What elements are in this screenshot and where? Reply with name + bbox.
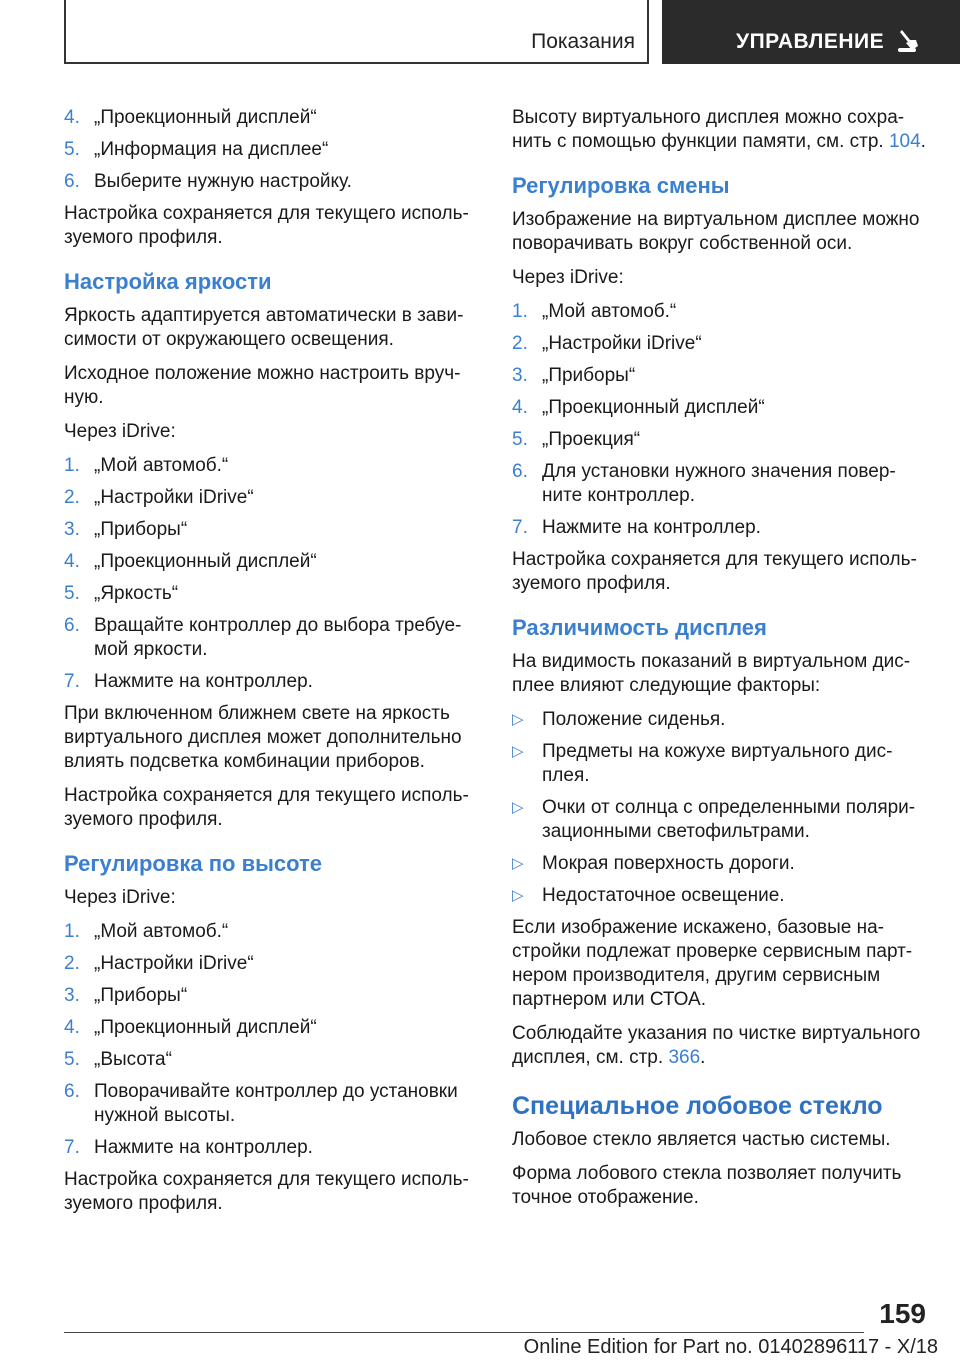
- paragraph: Настройка сохраняется для текущего исполь-зуемого профиля.: [64, 203, 469, 248]
- list-item: [512, 460, 928, 508]
- step-text: Для установки нужного значения повер-ните контроллер.: [542, 461, 896, 506]
- brightness-steps: [64, 454, 474, 694]
- header-section-tab: [64, 0, 649, 64]
- height-steps: [64, 920, 474, 1160]
- step-text: „Яркость“: [94, 583, 179, 604]
- step-number: 6.: [512, 461, 528, 482]
- text: .: [920, 131, 926, 152]
- step-text: „Проекционный дисплей“: [94, 551, 317, 572]
- factor-text: Мокрая поверхность дороги.: [542, 853, 795, 874]
- paragraph: Через iDrive:: [64, 887, 176, 908]
- step-number: 7.: [512, 517, 528, 538]
- list-item: [512, 884, 928, 908]
- paragraph: Если изображение искажено, базовые на-стройки подлежат проверке сервисным парт-нером производителя, другим сервисным партнером или СТОА.: [512, 917, 913, 1010]
- step-number: 5.: [64, 1049, 80, 1070]
- step-text: „Высота“: [94, 1049, 172, 1070]
- paragraph: Через iDrive:: [64, 421, 176, 442]
- step-number: 3.: [64, 519, 80, 540]
- rotation-steps: [512, 300, 928, 540]
- list-item: [64, 550, 474, 574]
- list-item: [64, 952, 474, 976]
- step-text: „Проекционный дисплей“: [94, 1017, 317, 1038]
- chapter-title: УПРАВЛЕНИЕ: [736, 30, 885, 53]
- step-number: 7.: [64, 1137, 80, 1158]
- step-text: „Информация на дисплее“: [94, 139, 329, 160]
- list-item: [512, 708, 928, 732]
- list-item: [512, 300, 928, 324]
- list-item: [64, 518, 474, 542]
- paragraph: Настройка сохраняется для текущего исполь-зуемого профиля.: [512, 549, 917, 594]
- paragraph: Исходное положение можно настроить вруч-ную.: [64, 363, 461, 408]
- page-ref-link[interactable]: 104: [888, 131, 921, 152]
- step-text: „Настройки iDrive“: [94, 953, 254, 974]
- heading-visibility: Различимость дисплея: [512, 615, 767, 640]
- step-text: „Мой автомоб.“: [94, 921, 229, 942]
- paragraph: Настройка сохраняется для текущего исполь-зуемого профиля.: [64, 1169, 469, 1214]
- paragraph: При включенном ближнем свете на яркость виртуального дисплея может дополнительно влиять подсветка комбинации приборов.: [64, 703, 462, 772]
- step-number: 3.: [64, 985, 80, 1006]
- paragraph: На видимость показаний в виртуальном дис-плее влияют следующие факторы:: [512, 651, 911, 696]
- list-item: [64, 1048, 474, 1072]
- step-number: 1.: [512, 301, 528, 322]
- list-item: [512, 332, 928, 356]
- step-text: Выберите нужную настройку.: [94, 171, 352, 192]
- paragraph-memory: [512, 106, 928, 154]
- list-item: [64, 1136, 474, 1160]
- list-item: [512, 796, 928, 844]
- step-number: 5.: [64, 583, 80, 604]
- right-column: [512, 106, 928, 1220]
- triangle-bullet-icon: ▷: [512, 711, 524, 728]
- step-text: „Мой автомоб.“: [542, 301, 677, 322]
- step-number: 1.: [64, 455, 80, 476]
- list-item: [64, 454, 474, 478]
- list-item: [64, 486, 474, 510]
- heading-rotation: Регулировка смены: [512, 173, 730, 198]
- hand-pointer-icon: [894, 28, 922, 56]
- heading-windshield: Специальное лобовое стекло: [512, 1092, 883, 1120]
- step-number: 4.: [64, 1017, 80, 1038]
- top-list: [64, 106, 474, 194]
- step-number: 3.: [512, 365, 528, 386]
- list-item: [512, 516, 928, 540]
- list-item: [64, 138, 474, 162]
- step-text: Нажмите на контроллер.: [94, 671, 313, 692]
- step-number: 1.: [64, 921, 80, 942]
- triangle-bullet-icon: ▷: [512, 855, 524, 872]
- paragraph: Настройка сохраняется для текущего исполь-зуемого профиля.: [64, 785, 469, 830]
- step-number: 4.: [64, 107, 80, 128]
- text: Высоту виртуального дисплея можно сохра-нить с помощью функции памяти, см. стр.: [512, 107, 905, 152]
- list-item: [64, 614, 474, 662]
- step-number: 2.: [64, 487, 80, 508]
- step-number: 5.: [64, 139, 80, 160]
- factor-text: Недостаточное освещение.: [542, 885, 785, 906]
- step-number: 4.: [64, 551, 80, 572]
- step-text: „Проекция“: [542, 429, 641, 450]
- step-text: Нажмите на контроллер.: [542, 517, 761, 538]
- list-item: [64, 106, 474, 130]
- list-item: [64, 1080, 474, 1128]
- step-text: Нажмите на контроллер.: [94, 1137, 313, 1158]
- step-number: 7.: [64, 671, 80, 692]
- left-column: [64, 106, 474, 1226]
- visibility-factors: [512, 708, 928, 908]
- step-number: 2.: [64, 953, 80, 974]
- heading-brightness: Настройка яркости: [64, 269, 272, 294]
- step-text: „Настройки iDrive“: [542, 333, 702, 354]
- step-text: „Мой автомоб.“: [94, 455, 229, 476]
- step-number: 4.: [512, 397, 528, 418]
- list-item: [64, 920, 474, 944]
- step-text: „Приборы“: [542, 365, 636, 386]
- footer-divider: [64, 1332, 864, 1333]
- factor-text: Положение сиденья.: [542, 709, 726, 730]
- paragraph: Изображение на виртуальном дисплее можно поворачивать вокруг собственной оси.: [512, 209, 920, 254]
- text: Соблюдайте указания по чистке виртуального дисплея, см. стр.: [512, 1023, 921, 1068]
- step-text: „Приборы“: [94, 985, 188, 1006]
- factor-text: Очки от солнца с определенными поляри-зационными светофильтрами.: [542, 797, 916, 842]
- paragraph-cleaning: [512, 1022, 928, 1070]
- step-text: „Настройки iDrive“: [94, 487, 254, 508]
- step-number: 6.: [64, 1081, 80, 1102]
- list-item: [64, 1016, 474, 1040]
- list-item: [64, 984, 474, 1008]
- list-item: [512, 364, 928, 388]
- footer-edition: Online Edition for Part no. 01402896117 - X/18: [523, 1336, 938, 1358]
- page-ref-link[interactable]: 366: [668, 1047, 701, 1068]
- list-item: [512, 740, 928, 788]
- triangle-bullet-icon: ▷: [512, 887, 524, 904]
- list-item: [64, 170, 474, 194]
- list-item: [512, 852, 928, 876]
- step-text: Вращайте контроллер до выбора требуе-мой яркости.: [94, 615, 462, 660]
- triangle-bullet-icon: ▷: [512, 799, 524, 816]
- paragraph: Форма лобового стекла позволяет получить точное отображение.: [512, 1163, 902, 1208]
- list-item: [512, 428, 928, 452]
- factor-text: Предметы на кожухе виртуального дис-плея.: [542, 741, 893, 786]
- step-text: „Проекционный дисплей“: [542, 397, 765, 418]
- step-text: „Приборы“: [94, 519, 188, 540]
- page-number: 159: [879, 1298, 926, 1329]
- text: .: [700, 1047, 706, 1068]
- list-item: [512, 396, 928, 420]
- heading-height: Регулировка по высоте: [64, 851, 323, 876]
- step-number: 6.: [64, 615, 80, 636]
- step-text: Поворачивайте контроллер до установки нужной высоты.: [94, 1081, 458, 1126]
- section-title: Показания: [531, 30, 635, 53]
- step-text: „Проекционный дисплей“: [94, 107, 317, 128]
- paragraph: Лобовое стекло является частью системы.: [512, 1129, 891, 1150]
- triangle-bullet-icon: ▷: [512, 743, 524, 760]
- list-item: [64, 670, 474, 694]
- list-item: [64, 582, 474, 606]
- step-number: 6.: [64, 171, 80, 192]
- step-number: 2.: [512, 333, 528, 354]
- paragraph: Через iDrive:: [512, 267, 624, 288]
- step-number: 5.: [512, 429, 528, 450]
- paragraph: Яркость адаптируется автоматически в зави-симости от окружающего освещения.: [64, 305, 464, 350]
